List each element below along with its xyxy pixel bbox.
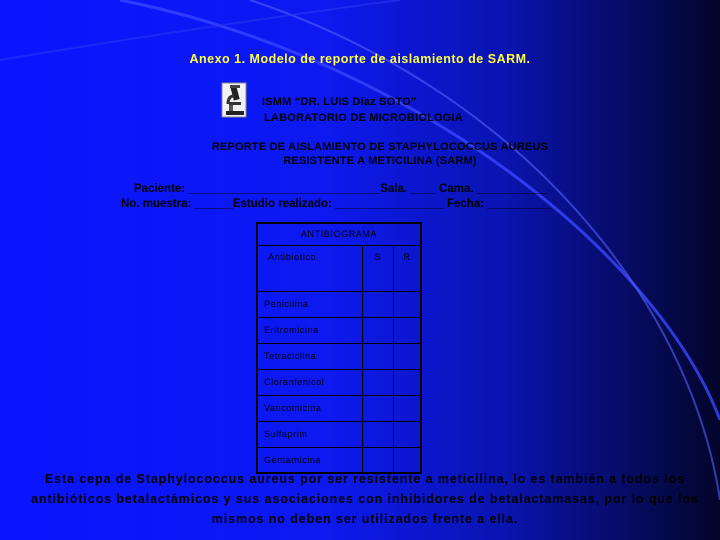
anexo-title: Anexo 1. Modelo de reporte de aislamiento de SARM. bbox=[189, 52, 531, 66]
institution-name: ISMM “DR. LUIS Díaz SOTO” bbox=[262, 96, 417, 108]
r-cell bbox=[394, 421, 422, 447]
report-title-line2: RESISTENTE A METICILINA (SARM) bbox=[283, 155, 477, 167]
r-cell bbox=[394, 291, 422, 317]
antibiotic-name: Tetraciclina bbox=[257, 343, 363, 369]
table-row bbox=[257, 369, 421, 395]
s-cell bbox=[363, 421, 394, 447]
antibiogram-table bbox=[256, 222, 422, 474]
s-cell bbox=[363, 369, 394, 395]
col-r-header: R bbox=[394, 245, 422, 291]
s-cell bbox=[363, 343, 394, 369]
table-row bbox=[257, 317, 421, 343]
s-cell bbox=[363, 291, 394, 317]
table-row bbox=[257, 291, 421, 317]
col-antibiotic-header: Antibiotico bbox=[257, 245, 363, 291]
antibiotic-name: Eritromicina bbox=[257, 317, 363, 343]
s-cell bbox=[363, 395, 394, 421]
antibiogram-title: ANTIBIOGRAMA bbox=[257, 223, 421, 245]
antibiotic-name: Gentamicina bbox=[257, 447, 363, 473]
form-line-sample: No. muestra: ______Estudio realizado: _________________ Fecha: __________ bbox=[121, 198, 552, 210]
footnote-text: Esta cepa de Staphylococcus aureus por ser resistente a meticilina, lo es también a todos los antibióticos betalactámicos y sus asociaciones con inhibidores de betalactamasas, por lo que los mismos no deben ser utilizados frente a ella. bbox=[31, 472, 699, 526]
r-cell bbox=[394, 317, 422, 343]
s-cell bbox=[363, 317, 394, 343]
antibiotic-name: Penicilina bbox=[257, 291, 363, 317]
r-cell bbox=[394, 395, 422, 421]
laboratory-name: LABORATORIO DE MICROBIOLOGIA bbox=[264, 112, 463, 124]
r-cell bbox=[394, 343, 422, 369]
form-line-patient: Paciente: ______________________________Sala. ____ Cama. ___________ bbox=[134, 183, 548, 195]
antibiotic-name: Sulfaprim bbox=[257, 421, 363, 447]
col-s-header: S bbox=[363, 245, 394, 291]
antibiotic-name: Vancomicina bbox=[257, 395, 363, 421]
table-row bbox=[257, 343, 421, 369]
microscope-icon bbox=[220, 80, 248, 120]
r-cell bbox=[394, 369, 422, 395]
table-row bbox=[257, 395, 421, 421]
table-row bbox=[257, 421, 421, 447]
antibiotic-name: Cloranfenicol bbox=[257, 369, 363, 395]
report-title-line1: REPORTE DE AISLAMIENTO DE STAPHYLOCOCCUS AUREUS bbox=[211, 141, 549, 153]
